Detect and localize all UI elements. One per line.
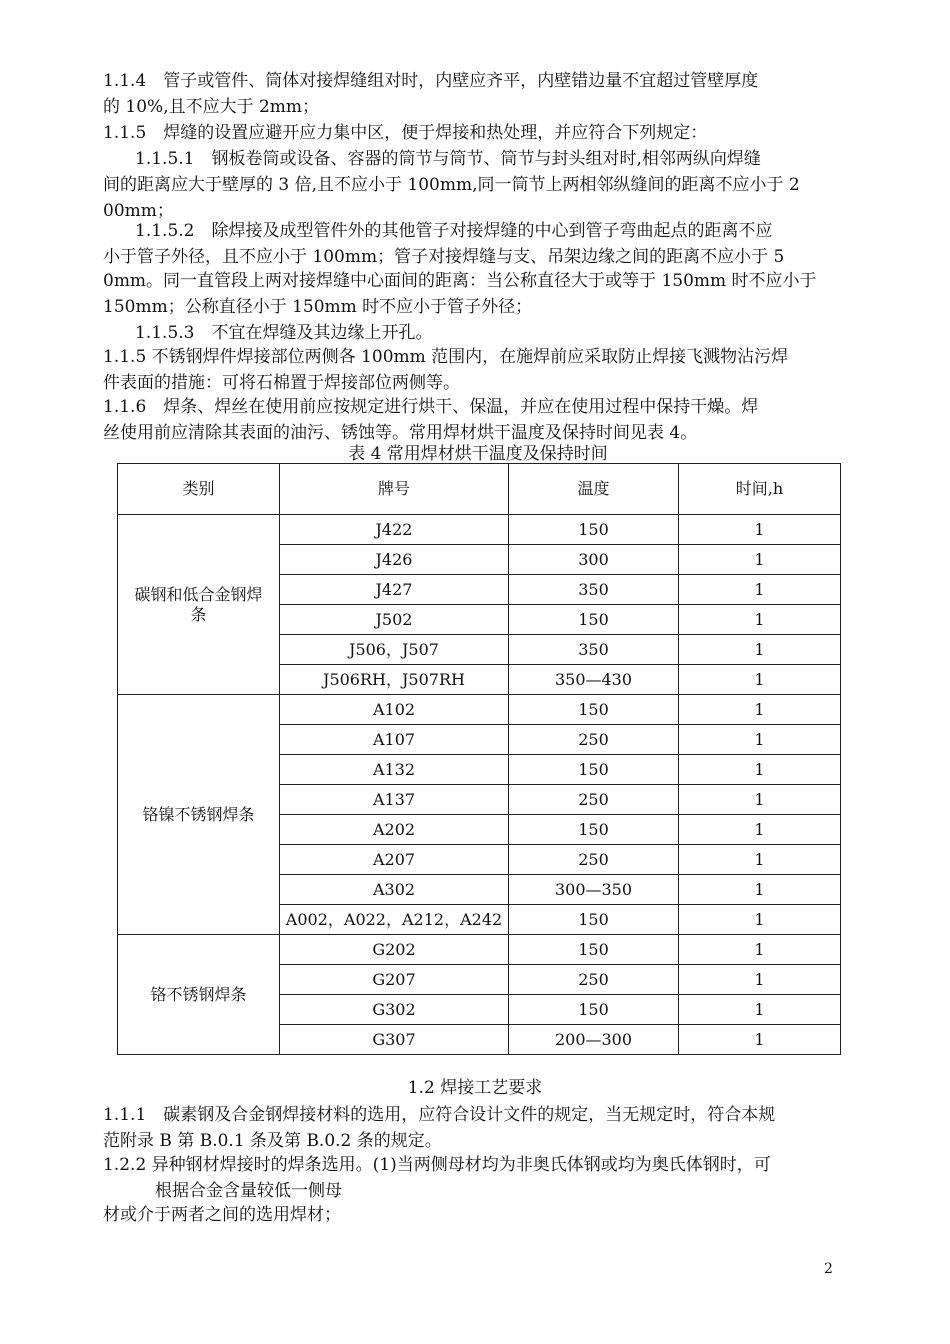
grade-cell: A202	[280, 815, 509, 845]
paragraph-1-1-5-2-line-1: 1.1.5.2 除焊接及成型管件外的其他管子对接焊缝的中心到管子弯曲起点的距离不应	[135, 221, 773, 241]
table-header-row	[118, 464, 841, 515]
paragraph-1-1-5-3: 1.1.5.3 不宜在焊缝及其边缘上开孔。	[135, 323, 433, 343]
paragraph-1-1-5-2-line-2: 小于管子外径，且不应小于 100mm；管子对接焊缝与支、吊架边缘之间的距离不应小于 5	[103, 247, 785, 267]
paragraph-1-2-2-line-3: 材或介于两者之间的选用焊材；	[103, 1205, 341, 1225]
time-cell: 1	[679, 665, 841, 695]
table-row	[118, 935, 841, 965]
paragraph-1-1-5: 1.1.5 焊缝的设置应避开应力集中区，便于焊接和热处理，并应符合下列规定：	[103, 123, 708, 143]
grade-cell: A207	[280, 845, 509, 875]
header-time: 时间,h	[679, 464, 841, 515]
temperature-cell: 250	[509, 785, 679, 815]
temperature-cell: 350	[509, 575, 679, 605]
grade-cell: J502	[280, 605, 509, 635]
header-category: 类别	[118, 464, 280, 515]
grade-cell: A107	[280, 725, 509, 755]
temperature-cell: 300	[509, 545, 679, 575]
grade-cell: A132	[280, 755, 509, 785]
grade-cell: G302	[280, 995, 509, 1025]
temperature-cell: 200—300	[509, 1025, 679, 1055]
time-cell: 1	[679, 635, 841, 665]
category-label: 碳钢和低合金钢焊条	[134, 584, 263, 624]
temperature-cell: 350	[509, 635, 679, 665]
temperature-cell: 150	[509, 695, 679, 725]
temperature-cell: 150	[509, 515, 679, 545]
category-cell	[118, 935, 280, 1055]
time-cell: 1	[679, 965, 841, 995]
temperature-cell: 150	[509, 935, 679, 965]
grade-cell: A102	[280, 695, 509, 725]
time-cell: 1	[679, 575, 841, 605]
paragraph-1-1-4-line-2: 的 10%,且不应大于 2mm；	[103, 97, 320, 117]
temperature-cell: 150	[509, 995, 679, 1025]
paragraph-1-1-1-line-1: 1.1.1 碳素钢及合金钢焊接材料的选用，应符合设计文件的规定，当无规定时，符合本规	[103, 1105, 776, 1125]
time-cell: 1	[679, 935, 841, 965]
grade-cell: G202	[280, 935, 509, 965]
temperature-cell: 300—350	[509, 875, 679, 905]
paragraph-stainless-line-1: 1.1.5 不锈钢焊件焊接部位两侧各 100mm 范围内，在施焊前应采取防止焊接飞溅物沾污焊	[103, 347, 789, 367]
paragraph-1-2-2-line-2: 根据合金含量较低一侧母	[155, 1181, 342, 1201]
paragraph-stainless-line-2: 件表面的措施：可将石棉置于焊接部位两侧等。	[103, 373, 460, 393]
paragraph-1-1-5-2-line-4: 150mm；公称直径小于 150mm 时不应小于管子外径；	[103, 297, 533, 317]
grade-cell: G307	[280, 1025, 509, 1055]
temperature-cell: 150	[509, 815, 679, 845]
time-cell: 1	[679, 725, 841, 755]
grade-cell: A302	[280, 875, 509, 905]
grade-cell: J506，J507	[280, 635, 509, 665]
paragraph-1-1-5-2-line-3: 0mm。同一直管段上两对接焊缝中心面间的距离：当公称直径大于或等于 150mm 时不应小于	[103, 271, 817, 291]
welding-material-table	[117, 463, 841, 1055]
grade-cell: J426	[280, 545, 509, 575]
paragraph-1-2-2-line-1: 1.2.2 异种钢材焊接时的焊条选用。(1)当两侧母材均为非奥氏体钢或均为奥氏体钢时，可	[103, 1155, 771, 1175]
grade-cell: A137	[280, 785, 509, 815]
grade-cell: J427	[280, 575, 509, 605]
time-cell: 1	[679, 515, 841, 545]
category-label: 铬不锈钢焊条	[150, 984, 247, 1004]
category-cell	[118, 695, 280, 935]
category-cell	[118, 515, 280, 695]
time-cell: 1	[679, 695, 841, 725]
header-temperature: 温度	[509, 464, 679, 515]
temperature-cell: 150	[509, 605, 679, 635]
paragraph-1-1-5-1-line-3: 00mm；	[103, 201, 174, 221]
paragraph-1-1-4-line-1: 1.1.4 管子或管件、筒体对接焊缝组对时，内壁应齐平，内壁错边量不宜超过管壁厚度	[103, 71, 759, 91]
time-cell: 1	[679, 905, 841, 935]
temperature-cell: 250	[509, 725, 679, 755]
paragraph-1-1-6-line-1: 1.1.6 焊条、焊丝在使用前应按规定进行烘干、保温，并应在使用过程中保持干燥。焊	[103, 397, 759, 417]
time-cell: 1	[679, 785, 841, 815]
paragraph-1-1-1-line-2: 范附录 B 第 B.0.1 条及第 B.0.2 条的规定。	[103, 1131, 442, 1151]
grade-cell: A002，A022，A212，A242	[280, 905, 509, 935]
header-grade: 牌号	[280, 464, 509, 515]
grade-cell: G207	[280, 965, 509, 995]
time-cell: 1	[679, 545, 841, 575]
paragraph-1-1-5-1-line-1: 1.1.5.1 钢板卷筒或设备、容器的筒节与筒节、筒节与封头组对时,相邻两纵向焊缝	[135, 149, 761, 169]
time-cell: 1	[679, 845, 841, 875]
temperature-cell: 250	[509, 965, 679, 995]
time-cell: 1	[679, 755, 841, 785]
time-cell: 1	[679, 815, 841, 845]
section-title: 1.2 焊接工艺要求	[407, 1078, 543, 1098]
temperature-cell: 150	[509, 755, 679, 785]
table-row	[118, 695, 841, 725]
paragraph-1-1-5-1-line-2: 间的距离应大于壁厚的 3 倍,且不应小于 100mm,同一筒节上两相邻纵缝间的距离不应小于 2	[103, 175, 800, 195]
time-cell: 1	[679, 605, 841, 635]
temperature-cell: 150	[509, 905, 679, 935]
grade-cell: J422	[280, 515, 509, 545]
time-cell: 1	[679, 875, 841, 905]
time-cell: 1	[679, 995, 841, 1025]
time-cell: 1	[679, 1025, 841, 1055]
table-caption: 表 4 常用焊材烘干温度及保持时间	[348, 444, 608, 464]
temperature-cell: 350—430	[509, 665, 679, 695]
page-number: 2	[824, 1261, 833, 1277]
paragraph-1-1-6-line-2: 丝使用前应清除其表面的油污、锈蚀等。常用焊材烘干温度及保持时间见表 4。	[103, 423, 698, 443]
table-row	[118, 515, 841, 545]
grade-cell: J506RH，J507RH	[280, 665, 509, 695]
category-label: 铬镍不锈钢焊条	[142, 804, 255, 824]
temperature-cell: 250	[509, 845, 679, 875]
